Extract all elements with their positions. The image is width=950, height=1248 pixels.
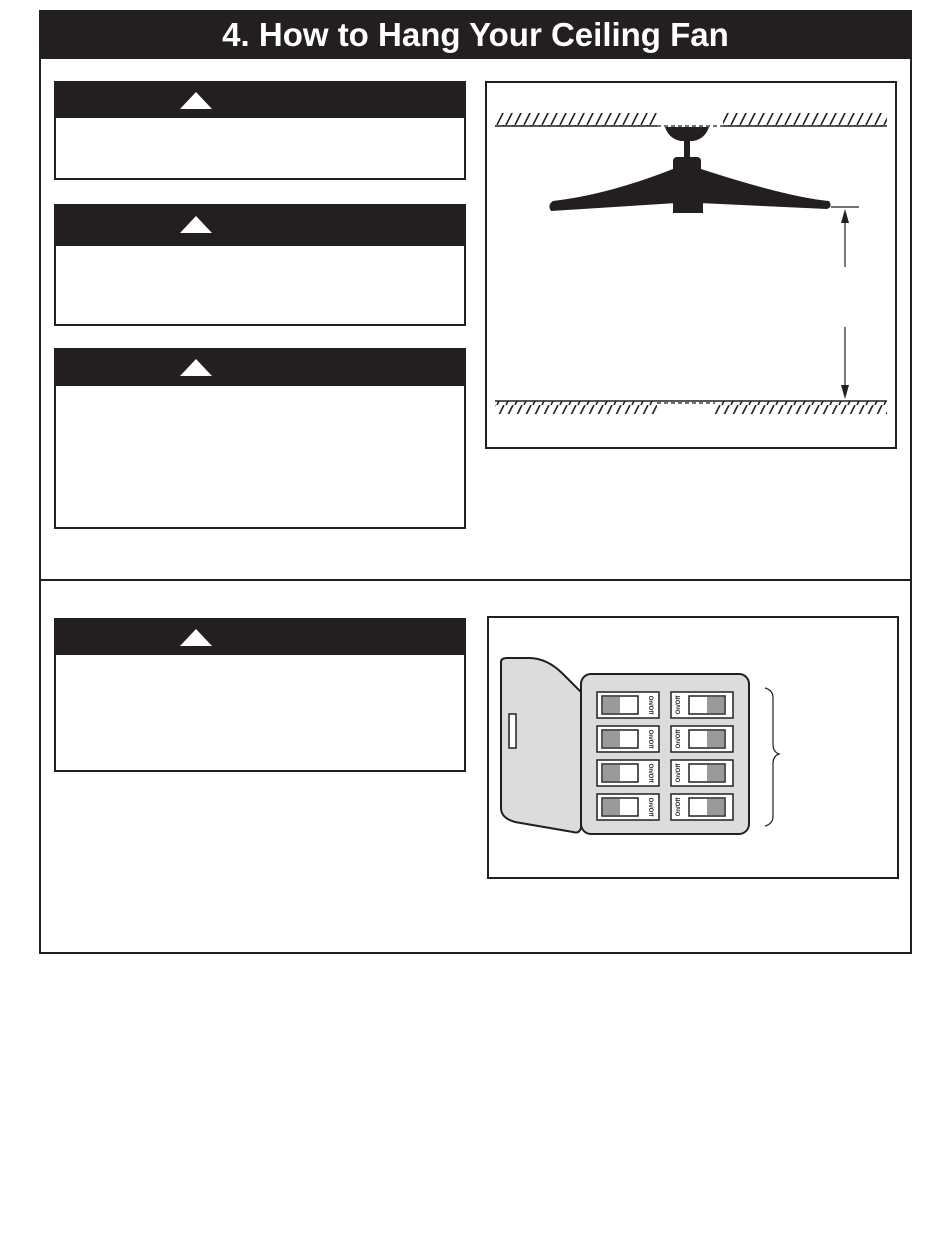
door-handle — [509, 714, 516, 748]
breaker-switch — [671, 760, 733, 786]
warning-triangle-icon — [180, 92, 212, 109]
warning-header — [56, 83, 464, 118]
breaker-label: On/Off — [647, 695, 653, 715]
breaker-label: On/Off — [647, 729, 653, 749]
breaker-panel-diagram — [489, 618, 897, 877]
warning-header — [56, 620, 464, 655]
section-divider — [39, 579, 912, 581]
breaker-label: On/Off — [676, 729, 682, 749]
ceiling-fan-icon — [549, 127, 830, 213]
breaker-panel-figure — [487, 616, 899, 879]
breaker-switch — [597, 760, 659, 786]
warning-triangle-icon — [180, 629, 212, 646]
breaker-label: On/Off — [676, 797, 682, 817]
bracket — [765, 688, 779, 826]
warning-triangle-icon — [180, 359, 212, 376]
page-title: 4. How to Hang Your Ceiling Fan — [39, 10, 912, 59]
breaker-label: On/Off — [647, 763, 653, 783]
breaker-switch — [671, 692, 733, 718]
fan-clearance-figure — [485, 81, 897, 449]
warning-box-3 — [54, 348, 466, 529]
ceiling-hatch — [495, 113, 887, 126]
breaker-switch — [671, 794, 733, 820]
clearance-arrow — [831, 207, 859, 399]
warning-triangle-icon — [180, 216, 212, 233]
fan-clearance-diagram — [487, 83, 895, 447]
breaker-switch — [597, 692, 659, 718]
breaker-label: On/Off — [647, 797, 653, 817]
warning-box-2 — [54, 204, 466, 326]
breaker-label: On/Off — [676, 763, 682, 783]
warning-box-4 — [54, 618, 466, 772]
breaker-switch — [597, 794, 659, 820]
warning-box-1 — [54, 81, 466, 180]
breaker-label: On/Off — [676, 695, 682, 715]
warning-header — [56, 350, 464, 386]
warning-header — [56, 206, 464, 246]
breaker-switch — [671, 726, 733, 752]
floor-hatch — [495, 401, 887, 414]
breaker-switch — [597, 726, 659, 752]
